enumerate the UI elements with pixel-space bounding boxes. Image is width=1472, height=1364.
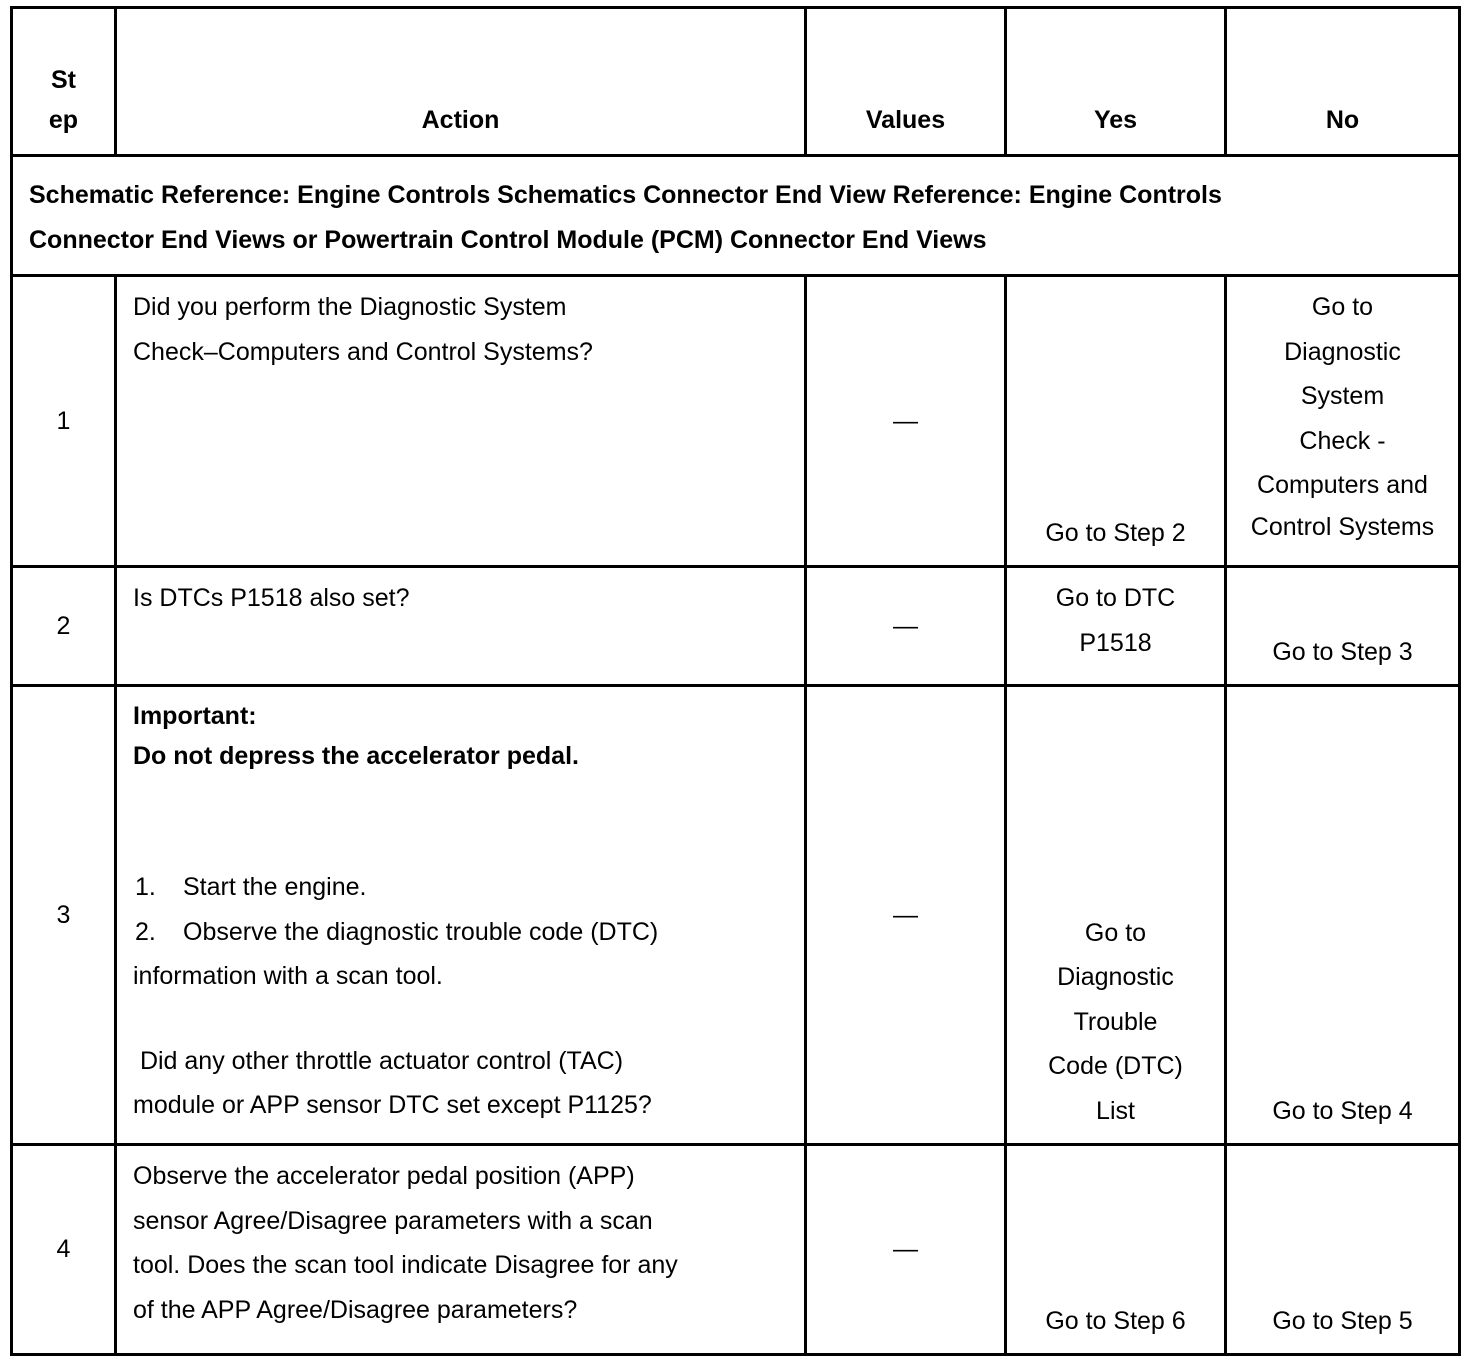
yes-cell: Go to Diagnostic Trouble Code (DTC) List <box>1006 686 1226 1145</box>
table-row-step-2 <box>12 567 1460 686</box>
list-item: 1. Start the engine. <box>135 873 367 901</box>
action-cell: Important: Do not depress the accelerator pedal. 1. Start the engine. 2. Observe the diagnostic trouble code (DTC) information with a scan tool. Did any other throttle actuator control (TAC) module or APP sensor DTC set except P1125? <box>116 686 806 1145</box>
no-cell: Go to Step 4 <box>1226 686 1460 1145</box>
header-values: Values <box>806 8 1006 156</box>
step-number: 1 <box>12 276 116 567</box>
important-label: Important: <box>133 702 257 730</box>
no-cell: Go to Step 3 <box>1226 567 1460 686</box>
no-cell: Go to Diagnostic System Check - Computers and Control Systems <box>1226 276 1460 567</box>
yes-cell: Go to Step 6 <box>1006 1145 1226 1355</box>
action-cell: Observe the accelerator pedal position (APP) sensor Agree/Disagree parameters with a scan tool. Does the scan tool indicate Disagree for any of the APP Agree/Disagree parameters? <box>116 1145 806 1355</box>
em-dash-value: — <box>893 1235 918 1264</box>
diagnostic-table <box>10 6 1461 1356</box>
table-header-row <box>12 8 1460 156</box>
value-cell <box>806 567 1006 686</box>
step-number: 2 <box>12 567 116 686</box>
schematic-reference: Schematic Reference: Engine Controls Schematics Connector End View Reference: Engine Controls Connector End Views or Powertrain Control Module (PCM) Connector End Views <box>12 156 1460 276</box>
em-dash-value: — <box>893 406 918 435</box>
step-number: 4 <box>12 1145 116 1355</box>
list-item: 2. Observe the diagnostic trouble code (DTC) <box>135 917 659 946</box>
yes-cell: Go to DTC P1518 <box>1006 567 1226 686</box>
action-cell: Is DTCs P1518 also set? <box>116 567 806 686</box>
action-cell: Did you perform the Diagnostic System Check–Computers and Control Systems? <box>116 276 806 567</box>
table-row-step-1 <box>12 276 1460 567</box>
question-text: Did any other throttle actuator control (TAC) <box>133 1046 624 1075</box>
value-cell <box>806 276 1006 567</box>
header-no: No <box>1226 8 1460 156</box>
header-step: St ep <box>12 8 116 156</box>
step-number: 3 <box>12 686 116 1145</box>
header-action: Action <box>116 8 806 156</box>
reference-row <box>12 156 1460 276</box>
value-cell <box>806 1145 1006 1355</box>
important-text: Do not depress the accelerator pedal. <box>133 742 579 770</box>
header-yes: Yes <box>1006 8 1226 156</box>
value-cell <box>806 686 1006 1145</box>
table-row-step-3 <box>12 686 1460 1145</box>
no-cell: Go to Step 5 <box>1226 1145 1460 1355</box>
em-dash-value: — <box>893 900 918 929</box>
yes-cell: Go to Step 2 <box>1006 276 1226 567</box>
table-row-step-4 <box>12 1145 1460 1355</box>
em-dash-value: — <box>893 611 918 640</box>
